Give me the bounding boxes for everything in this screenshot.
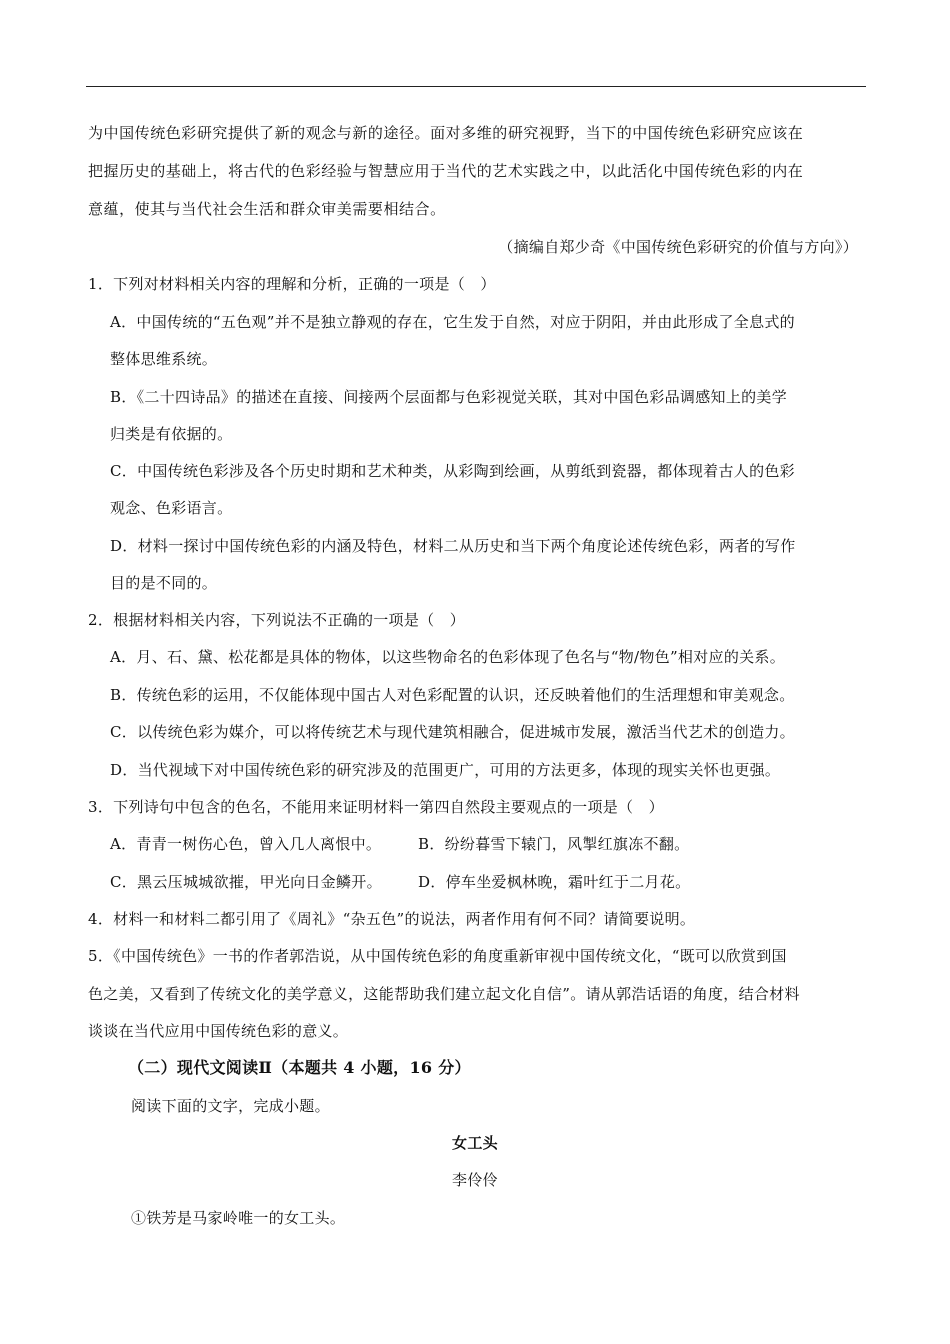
option-d: D．当代视域下对中国传统色彩的研究涉及的范围更广，可用的方法更多，体现的现实关怀也更强。 [110, 761, 781, 779]
question-line: 5．《中国传统色》一书的作者郭浩说，从中国传统色彩的角度重新审视中国传统文化，“既可以欣赏到国 [88, 947, 787, 965]
passage-line: 意蕴，使其与当代社会生活和群众审美需要相结合。 [88, 200, 446, 218]
option-c-cont: 观念、色彩语言。 [110, 499, 233, 517]
section-heading: （二）现代文阅读Ⅱ（本题共 4 小题，16 分） [128, 1058, 471, 1077]
passage-line: 把握历史的基础上，将古代的色彩经验与智慧应用于当代的艺术实践之中，以此活化中国传统色彩的内在 [88, 162, 804, 180]
story-title: 女工头 [452, 1134, 498, 1152]
passage-line: 为中国传统色彩研究提供了新的观念与新的途径。面对多维的研究视野，当下的中国传统色彩研究应该在 [88, 124, 804, 142]
option-b: B．《二十四诗品》的描述在直接、间接两个层面都与色彩视觉关联，其对中国色彩品调感知上的美学 [110, 388, 788, 406]
option-b: B．纷纷暮雪下辕门，风掣红旗冻不翻。 [418, 835, 690, 853]
header-rule [86, 86, 866, 87]
question-stem: 2．根据材料相关内容，下列说法不正确的一项是（ ） [88, 611, 466, 629]
option-c: C．以传统色彩为媒介，可以将传统艺术与现代建筑相融合，促进城市发展，激活当代艺术的创造力。 [110, 723, 795, 741]
question-stem: 3．下列诗句中包含的色名，不能用来证明材料一第四自然段主要观点的一项是（ ） [88, 798, 664, 816]
option-a-cont: 整体思维系统。 [110, 350, 218, 368]
question-4: 4．材料一和材料二都引用了《周礼》“杂五色”的说法，两者作用有何不同？请简要说明。 [88, 910, 696, 928]
option-d: D．材料一探讨中国传统色彩的内涵及特色，材料二从历史和当下两个角度论述传统色彩，两者的写作 [110, 537, 796, 555]
option-a: A．青青一树伤心色，曾入几人离恨中。 [110, 835, 382, 853]
option-a: A．月、石、黛、松花都是具体的物体，以这些物命名的色彩体现了色名与“物/物色”相对应的关系。 [110, 648, 786, 666]
option-b-cont: 归类是有依据的。 [110, 425, 233, 443]
instruction: 阅读下面的文字，完成小题。 [131, 1097, 330, 1115]
option-b: B．传统色彩的运用，不仅能体现中国古人对色彩配置的认识，还反映着他们的生活理想和审美观念。 [110, 686, 795, 704]
option-a: A．中国传统的“五色观”并不是独立静观的存在，它生发于自然，对应于阴阳，并由此形成了全息式的 [110, 313, 795, 331]
story-author: 李伶伶 [452, 1171, 498, 1189]
option-d-cont: 目的是不同的。 [110, 574, 218, 592]
option-c: C．黑云压城城欲摧，甲光向日金鳞开。 [110, 873, 382, 891]
citation: （摘编自郑少奇《中国传统色彩研究的价值与方向》） [498, 238, 858, 256]
question-stem: 1．下列对材料相关内容的理解和分析，正确的一项是（ ） [88, 275, 496, 293]
question-line: 色之美，又看到了传统文化的美学意义，这能帮助我们建立起文化自信”。请从郭浩话语的角度，结合材料 [88, 985, 800, 1003]
option-c: C．中国传统色彩涉及各个历史时期和艺术种类，从彩陶到绘画，从剪纸到瓷器，都体现着古人的色彩 [110, 462, 795, 480]
question-line: 谈谈在当代应用中国传统色彩的意义。 [88, 1022, 349, 1040]
option-d: D．停车坐爱枫林晚，霜叶红于二月花。 [418, 873, 691, 891]
story-paragraph: ①铁芳是马家岭唯一的女工头。 [131, 1209, 346, 1227]
